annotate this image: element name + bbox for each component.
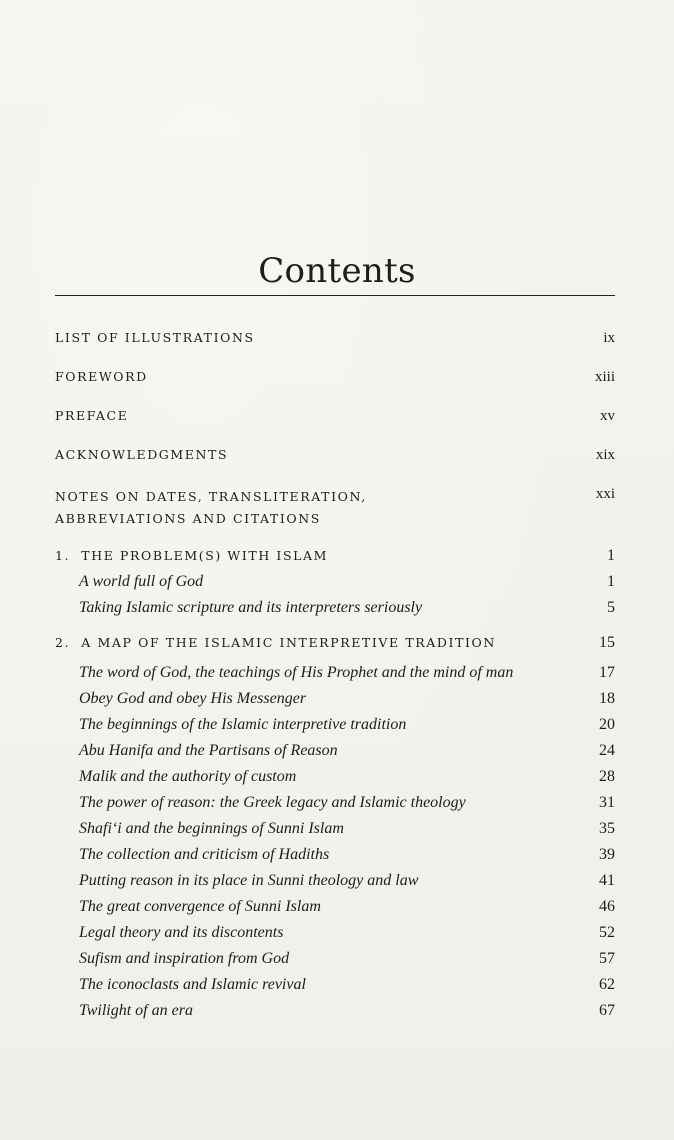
toc-subentry-page: 39 xyxy=(599,846,615,863)
toc-entry-label-line1: NOTES ON DATES, TRANSLITERATION, xyxy=(55,489,367,504)
toc-chapter-2 xyxy=(55,634,615,652)
toc-subentry-label: Putting reason in its place in Sunni theology and law xyxy=(79,872,419,889)
toc-chapter-label xyxy=(55,635,496,650)
toc-subentry xyxy=(55,898,615,916)
toc-subentry xyxy=(55,690,615,708)
toc-entry-label xyxy=(55,486,367,530)
toc-subentry xyxy=(55,664,615,682)
toc-subentry xyxy=(55,573,615,591)
toc-subentry-page: 31 xyxy=(599,794,615,811)
toc-subentry-page: 17 xyxy=(599,664,615,681)
toc-subentry-label: The collection and criticism of Hadiths xyxy=(79,846,330,863)
toc-entry-page: xix xyxy=(595,447,615,463)
toc-subentry-label: The great convergence of Sunni Islam xyxy=(79,898,321,915)
toc-subentry xyxy=(55,976,615,994)
toc-subentry-page: 35 xyxy=(599,820,615,837)
toc-subentry xyxy=(55,768,615,786)
toc-entry-list-of-illustrations xyxy=(55,330,615,347)
toc-subentry xyxy=(55,820,615,838)
chapter-title: THE PROBLEM(S) WITH ISLAM xyxy=(81,548,329,563)
toc-entry-page: xv xyxy=(600,408,615,424)
toc-subentry-label: Twilight of an era xyxy=(79,1002,193,1019)
toc-subentry-label: Abu Hanifa and the Partisans of Reason xyxy=(79,742,338,759)
toc-subentry-label: Malik and the authority of custom xyxy=(79,768,297,785)
toc-entry-acknowledgments xyxy=(55,447,615,464)
toc-subentry xyxy=(55,950,615,968)
chapter-number: 1. xyxy=(55,548,71,563)
toc-entry-label: FOREWORD xyxy=(55,369,148,384)
toc-subentry-page: 52 xyxy=(599,924,615,941)
toc-subentry-label: The power of reason: the Greek legacy and Islamic theology xyxy=(79,794,466,811)
toc-subentry-label: Obey God and obey His Messenger xyxy=(79,690,307,707)
chapter-number: 2. xyxy=(55,635,71,650)
toc-entry-preface xyxy=(55,408,615,425)
toc-subentry-label: Taking Islamic scripture and its interpreters seriously xyxy=(79,599,423,616)
toc-chapter-label xyxy=(55,548,328,563)
toc-subentry-page: 20 xyxy=(599,716,615,733)
toc-subentry-page: 41 xyxy=(599,872,615,889)
toc-subentry-label: The beginnings of the Islamic interpretive tradition xyxy=(79,716,407,733)
toc-subentry-page: 18 xyxy=(599,690,615,707)
toc-subentry xyxy=(55,716,615,734)
toc-chapter-page: 15 xyxy=(599,634,615,651)
toc-subentry-page: 62 xyxy=(599,976,615,993)
toc-subentry-page: 46 xyxy=(599,898,615,915)
toc-subentry-page: 28 xyxy=(599,768,615,785)
toc-entry-page: xxi xyxy=(595,486,615,502)
toc-entry-label: LIST OF ILLUSTRATIONS xyxy=(55,330,255,345)
toc-entry-page: ix xyxy=(603,330,615,346)
title-rule xyxy=(55,295,615,296)
toc-subentry-label: The iconoclasts and Islamic revival xyxy=(79,976,306,993)
toc-subentry-label: The word of God, the teachings of His Prophet and the mind of man xyxy=(79,664,514,681)
page-title: Contents xyxy=(258,250,416,291)
toc-chapter-page: 1 xyxy=(607,547,615,564)
toc-subentry-page: 5 xyxy=(607,599,615,616)
toc-subentry xyxy=(55,742,615,760)
toc-subentry-page: 1 xyxy=(607,573,615,590)
toc-entry-label-line2: ABBREVIATIONS AND CITATIONS xyxy=(55,511,321,526)
chapter-title: A MAP OF THE ISLAMIC INTERPRETIVE TRADITION xyxy=(81,635,496,650)
toc-subentry-label: Shafi‘i and the beginnings of Sunni Islam xyxy=(79,820,344,837)
toc-subentry xyxy=(55,1002,615,1020)
toc-entry-foreword xyxy=(55,369,615,386)
toc-subentry-page: 57 xyxy=(599,950,615,967)
toc-entry-notes xyxy=(55,486,615,530)
toc-subentry-label: A world full of God xyxy=(79,573,204,590)
toc-subentry xyxy=(55,599,615,617)
toc-subentry xyxy=(55,794,615,812)
toc-entry-label: PREFACE xyxy=(55,408,129,423)
toc-subentry-label: Sufism and inspiration from God xyxy=(79,950,290,967)
toc-entry-page: xiii xyxy=(594,369,615,385)
toc-subentry-label: Legal theory and its discontents xyxy=(79,924,284,941)
toc-subentry xyxy=(55,846,615,864)
toc-subentry xyxy=(55,924,615,942)
toc-subentry xyxy=(55,872,615,890)
toc-subentry-page: 67 xyxy=(599,1002,615,1019)
toc-entry-label: ACKNOWLEDGMENTS xyxy=(55,447,229,462)
toc-subentry-page: 24 xyxy=(599,742,615,759)
toc-chapter-1 xyxy=(55,547,615,565)
